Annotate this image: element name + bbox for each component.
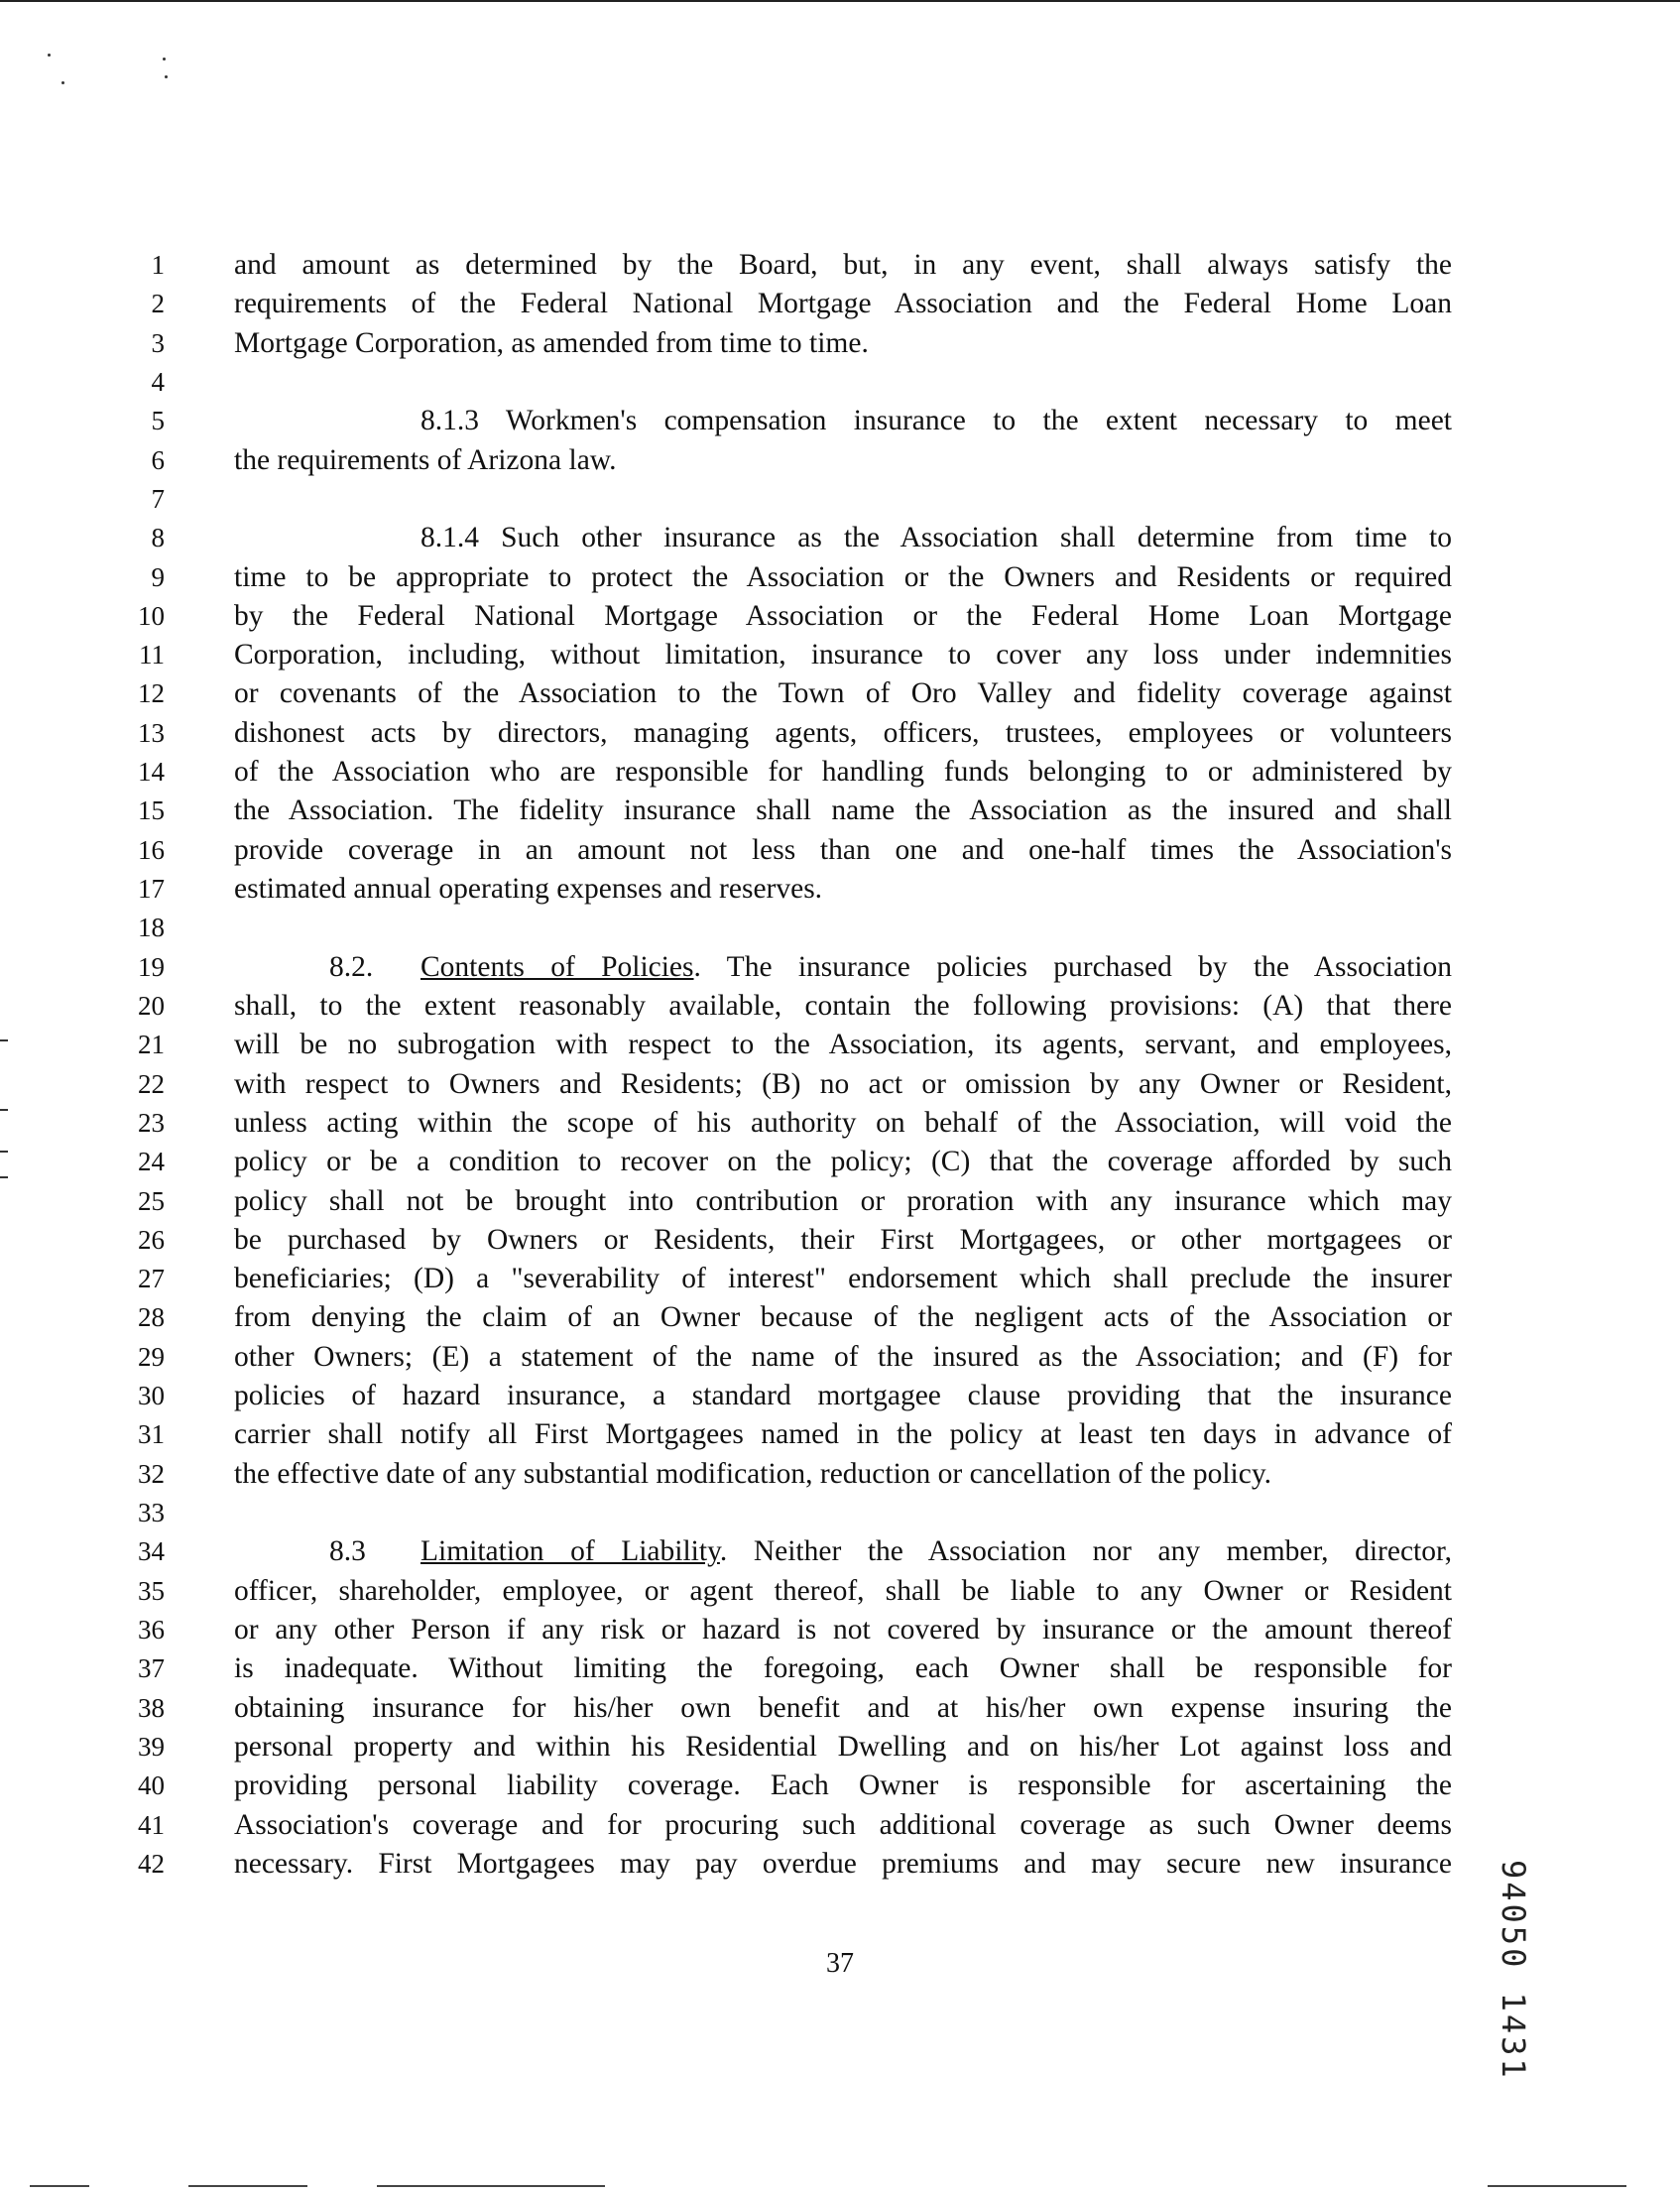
text-line: personal property and within his Residential Dwelling and on his/her Lot against loss and bbox=[234, 1730, 1452, 1763]
top-scan-rule bbox=[0, 0, 1680, 2]
line-number: 37 bbox=[138, 1653, 165, 1684]
text-line: beneficiaries; (D) a "severability of interest" endorsement which shall preclude the insurer bbox=[234, 1263, 1452, 1295]
text-line: Mortgage Corporation, as amended from time to time. bbox=[234, 326, 869, 359]
line-number: 38 bbox=[138, 1692, 165, 1723]
line-number: 23 bbox=[138, 1107, 165, 1138]
line-number: 26 bbox=[138, 1224, 165, 1255]
line-number: 10 bbox=[138, 600, 165, 631]
margin-mark bbox=[0, 1039, 8, 1041]
line-number: 25 bbox=[138, 1185, 165, 1216]
margin-mark bbox=[0, 1176, 8, 1178]
document-body bbox=[234, 246, 1452, 1884]
section-text: . The insurance policies purchased by the Association bbox=[693, 950, 1452, 983]
text-line: the requirements of Arizona law. bbox=[234, 443, 617, 476]
text-line bbox=[234, 1532, 1452, 1571]
text-line bbox=[234, 480, 1452, 519]
line-number: 2 bbox=[151, 289, 165, 319]
text-line: 8.1.3 Workmen's compensation insurance to the extent necessary to meet bbox=[420, 405, 1452, 437]
line-number: 15 bbox=[138, 795, 165, 826]
line-number-column bbox=[99, 246, 165, 1884]
text-line: be purchased by Owners or Residents, their First Mortgagees, or other mortgagees or bbox=[234, 1223, 1452, 1256]
line-number: 41 bbox=[138, 1809, 165, 1840]
line-number: 7 bbox=[151, 483, 165, 514]
scan-speck bbox=[61, 81, 64, 84]
line-number: 35 bbox=[138, 1575, 165, 1606]
scan-speck bbox=[165, 75, 168, 78]
text-line: dishonest acts by directors, managing agents, officers, trustees, employees or volunteers bbox=[234, 716, 1452, 749]
section-text: . Neither the Association nor any member, director, bbox=[719, 1535, 1453, 1568]
line-number: 5 bbox=[151, 406, 165, 436]
line-number: 6 bbox=[151, 444, 165, 475]
line-number: 39 bbox=[138, 1731, 165, 1762]
text-line: with respect to Owners and Residents; (B) no act or omission by any Owner or Resident, bbox=[234, 1067, 1452, 1100]
line-number: 20 bbox=[138, 990, 165, 1021]
section-heading: Contents of Policies bbox=[420, 950, 694, 983]
section-number: 8.3 bbox=[329, 1535, 366, 1568]
text-line: or covenants of the Association to the Town of Oro Valley and fidelity coverage against bbox=[234, 677, 1452, 710]
text-line: the effective date of any substantial modification, reduction or cancellation of the policy. bbox=[234, 1457, 1272, 1490]
line-number: 22 bbox=[138, 1068, 165, 1099]
text-line: time to be appropriate to protect the Association or the Owners and Residents or required bbox=[234, 560, 1452, 593]
line-number: 12 bbox=[138, 678, 165, 709]
text-line: estimated annual operating expenses and reserves. bbox=[234, 873, 823, 905]
text-line: by the Federal National Mortgage Association or the Federal Home Loan Mortgage bbox=[234, 599, 1452, 632]
line-number: 33 bbox=[138, 1498, 165, 1527]
text-line: of the Association who are responsible for handling funds belonging to or administered by bbox=[234, 756, 1452, 789]
line-number: 11 bbox=[139, 640, 165, 670]
line-number: 30 bbox=[138, 1381, 165, 1411]
text-line: carrier shall notify all First Mortgagees named in the policy at least ten days in advance of bbox=[234, 1418, 1452, 1451]
bottom-scan-mark bbox=[188, 2185, 307, 2187]
text-line: and amount as determined by the Board, but, in any event, shall always satisfy the bbox=[234, 249, 1452, 281]
text-line: from denying the claim of an Owner because of the negligent acts of the Association or bbox=[234, 1301, 1452, 1334]
line-number: 40 bbox=[138, 1770, 165, 1801]
text-line: other Owners; (E) a statement of the name of the insured as the Association; and (F) for bbox=[234, 1340, 1452, 1373]
line-number: 29 bbox=[138, 1341, 165, 1372]
line-number: 4 bbox=[151, 366, 165, 397]
scan-speck bbox=[163, 58, 166, 61]
scan-speck bbox=[48, 54, 51, 57]
bottom-scan-mark bbox=[30, 2185, 89, 2187]
line-number: 8 bbox=[151, 523, 165, 553]
line-number: 36 bbox=[138, 1614, 165, 1645]
text-line: the Association. The fidelity insurance shall name the Association as the insured and shall bbox=[234, 794, 1452, 827]
text-line: will be no subrogation with respect to the Association, its agents, servant, and employees, bbox=[234, 1029, 1452, 1061]
line-number: 3 bbox=[151, 327, 165, 358]
text-line: officer, shareholder, employee, or agent thereof, shall be liable to any Owner or Resident bbox=[234, 1574, 1452, 1607]
line-number: 31 bbox=[138, 1419, 165, 1450]
section-heading: Limitation of Liability bbox=[420, 1535, 720, 1568]
line-number: 21 bbox=[138, 1030, 165, 1060]
line-number: 17 bbox=[138, 874, 165, 904]
line-number: 42 bbox=[138, 1848, 165, 1879]
text-line bbox=[234, 1494, 1452, 1532]
text-line bbox=[234, 363, 1452, 402]
recording-stamp: 94050 1431 bbox=[1495, 1860, 1532, 2081]
text-line: Association's coverage and for procuring such additional coverage as such Owner deems bbox=[234, 1808, 1452, 1841]
line-number: 28 bbox=[138, 1302, 165, 1333]
margin-mark bbox=[0, 1151, 8, 1153]
text-line: policies of hazard insurance, a standard mortgagee clause providing that the insurance bbox=[234, 1380, 1452, 1412]
text-line: shall, to the extent reasonably available, contain the following provisions: (A) that there bbox=[234, 989, 1452, 1022]
text-line: Corporation, including, without limitation, insurance to cover any loss under indemnities bbox=[234, 639, 1452, 671]
text-line bbox=[234, 948, 1452, 987]
text-line: necessary. First Mortgagees may pay overdue premiums and may secure new insurance bbox=[234, 1847, 1452, 1880]
page-number: 37 bbox=[826, 1948, 854, 1979]
line-number: 1 bbox=[151, 250, 165, 280]
line-number: 14 bbox=[138, 757, 165, 788]
line-number: 18 bbox=[138, 913, 165, 943]
text-line: provide coverage in an amount not less than one and one-half times the Association's bbox=[234, 833, 1452, 866]
text-line: obtaining insurance for his/her own benefit and at his/her own expense insuring the bbox=[234, 1691, 1452, 1724]
text-line: is inadequate. Without limiting the foregoing, each Owner shall be responsible for bbox=[234, 1652, 1452, 1685]
bottom-scan-mark bbox=[377, 2185, 605, 2187]
text-line: policy shall not be brought into contribution or proration with any insurance which may bbox=[234, 1184, 1452, 1217]
text-line: unless acting within the scope of his authority on behalf of the Association, will void the bbox=[234, 1106, 1452, 1139]
line-number: 13 bbox=[138, 717, 165, 748]
text-line: requirements of the Federal National Mortgage Association and the Federal Home Loan bbox=[234, 288, 1452, 320]
line-number: 19 bbox=[138, 951, 165, 982]
text-line: policy or be a condition to recover on the policy; (C) that the coverage afforded by such bbox=[234, 1146, 1452, 1178]
line-number: 16 bbox=[138, 834, 165, 865]
text-line bbox=[234, 909, 1452, 947]
margin-mark bbox=[0, 1109, 8, 1111]
line-number: 34 bbox=[138, 1536, 165, 1567]
line-number: 24 bbox=[138, 1147, 165, 1177]
line-number: 32 bbox=[138, 1458, 165, 1489]
line-number: 9 bbox=[151, 561, 165, 592]
section-number: 8.2. bbox=[329, 950, 374, 983]
text-line: 8.1.4 Such other insurance as the Association shall determine from time to bbox=[420, 522, 1452, 554]
text-line: or any other Person if any risk or hazard is not covered by insurance or the amount thereof bbox=[234, 1613, 1452, 1646]
text-line: providing personal liability coverage. Each Owner is responsible for ascertaining the bbox=[234, 1769, 1452, 1802]
line-number: 27 bbox=[138, 1264, 165, 1294]
